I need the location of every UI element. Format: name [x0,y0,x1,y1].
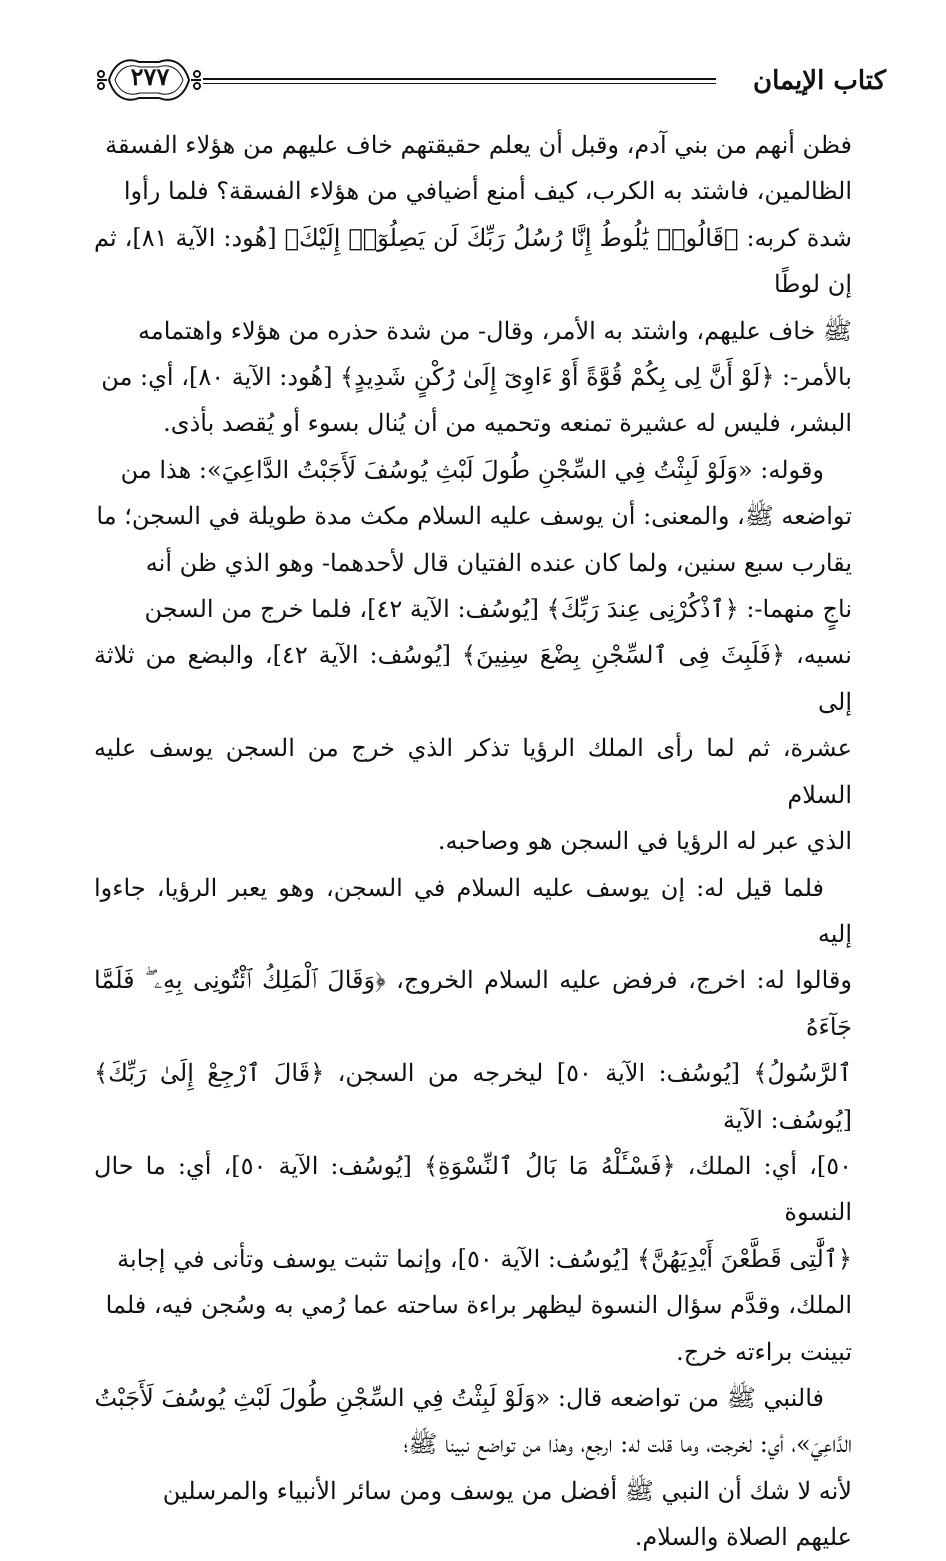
text-line: شدة كربه: ﴿قَالُوا۟ يَٰلُوطُ إِنَّا رُسُلُ رَبِّكَ لَن يَصِلُوٓا۟ إِلَيْكَ﴾ [هُود: الآية ٨١]، ثم إن لوطًا [94,223,853,299]
text-line: تواضعه ﷺ، والمعنى: أن يوسف عليه السلام مكث مدة طويلة في السجن؛ ما [96,502,852,531]
text-line: بالأمر-: ﴿لَوْ أَنَّ لِى بِكُمْ قُوَّةً أَوْ ءَاوِىٓ إِلَىٰ رُكْنٍ شَدِيدٍ﴾ [هُود: الآية ٨٠]، أي: من [101,363,852,392]
page-number-frame [95,52,203,108]
text-line: فالنبي ﷺ من تواضعه قال: «وَلَوْ لَبِثْتُ فِي السِّجْنِ طُولَ لَبْثِ يُوسُفَ لَأَجَبْتُ [94,1383,824,1412]
text-line: يقارب سبع سنين، ولما كان عنده الفتيان قال لأحدهما- وهو الذي ظن أنه [145,548,852,577]
header-rule [203,78,716,80]
text-line: عليهم الصلاة والسلام. [634,1523,852,1552]
text-line: ناجٍ منهما-: ﴿ٱذْكُرْنِى عِندَ رَبِّكَ﴾ [يُوسُف: الآية ٤٢]، فلما خرج من السجن [144,595,852,624]
body-text [94,122,852,1561]
text-line: ٱلرَّسُولُ﴾ [يُوسُف: الآية ٥٠] ليخرجه من السجن، ﴿قَالَ ٱرْجِعْ إِلَىٰ رَبِّكَ﴾ [يُوسُف: الآية [94,1059,852,1134]
text-line: تبينت براءته خرج. [676,1337,852,1366]
text-line: فلما قيل له: إن يوسف عليه السلام في السجن، وهو يعبر الرؤيا، جاءوا إليه [94,873,852,948]
text-line: فظن أنهم من بني آدم، وقبل أن يعلم حقيقتهم خاف عليهم من هؤلاء الفسقة [105,131,852,159]
book-title: كتاب الإيمان [752,66,886,96]
text-line: الملك، وقدَّم سؤال النسوة ليظهر براءة ساحته عما رُمي به وسُجن فيه، فلما [105,1291,852,1320]
page-number: ٢٧٧ [130,62,170,91]
text-line: وقوله: «وَلَوْ لَبِثْتُ فِي السِّجْنِ طُولَ لَبْثِ يُوسُفَ لَأَجَبْتُ الدَّاعِيَ»: هذا من [120,455,824,484]
text-line: الظالمين، فاشتد به الكرب، كيف أمنع أضيافي من هؤلاء الفسقة؟ فلما رأوا [123,177,852,206]
text-line: وقالوا له: اخرج، فرفض عليه السلام الخروج، ﴿وَقَالَ ٱلْمَلِكُ ٱئْتُونِى بِهِۦ ۖ فَلَمَّا جَآءَهُ [94,966,852,1041]
text-line: لأنه لا شك أن النبي ﷺ أفضل من يوسف ومن سائر الأنبياء والمرسلين [162,1476,852,1505]
text-line: الدَّاعِيَ»، أي: لخرجت، وما قلت له: ارجع، وهذا من تواضع نبينا ﷺ؛ [403,1430,852,1459]
text-line: الذي عبر له الرؤيا في السجن هو وصاحبه. [437,827,852,856]
text-line: ﴿ٱلَّٰتِى قَطَّعْنَ أَيْدِيَهُنَّ﴾ [يُوسُف: الآية ٥٠]، وإنما تثبت يوسف وتأنى في إجابة [117,1244,852,1273]
text-line: ٥٠]، أي: الملك، ﴿فَسْـَٔلْهُ مَا بَالُ ٱلنِّسْوَةِ﴾ [يُوسُف: الآية ٥٠]، أي: ما حال النسوة [94,1151,852,1227]
text-line: نسيه، ﴿فَلَبِثَ فِى ٱلسِّجْنِ بِضْعَ سِنِينَ﴾ [يُوسُف: الآية ٤٢]، والبضع من ثلاثة إلى [94,641,852,716]
text-line: عشرة، ثم لما رأى الملك الرؤيا تذكر الذي خرج من السجن يوسف عليه السلام [94,734,852,809]
text-line: البشر، فليس له عشيرة تمنعه وتحميه من أن يُنال بسوء أو يُقصد بأذى. [163,409,852,438]
text-line: ﷺ خاف عليهم، واشتد به الأمر، وقال- من شدة حذره من هؤلاء واهتمامه [138,316,852,345]
page-header [95,48,886,108]
header-rule-thin [203,83,716,84]
